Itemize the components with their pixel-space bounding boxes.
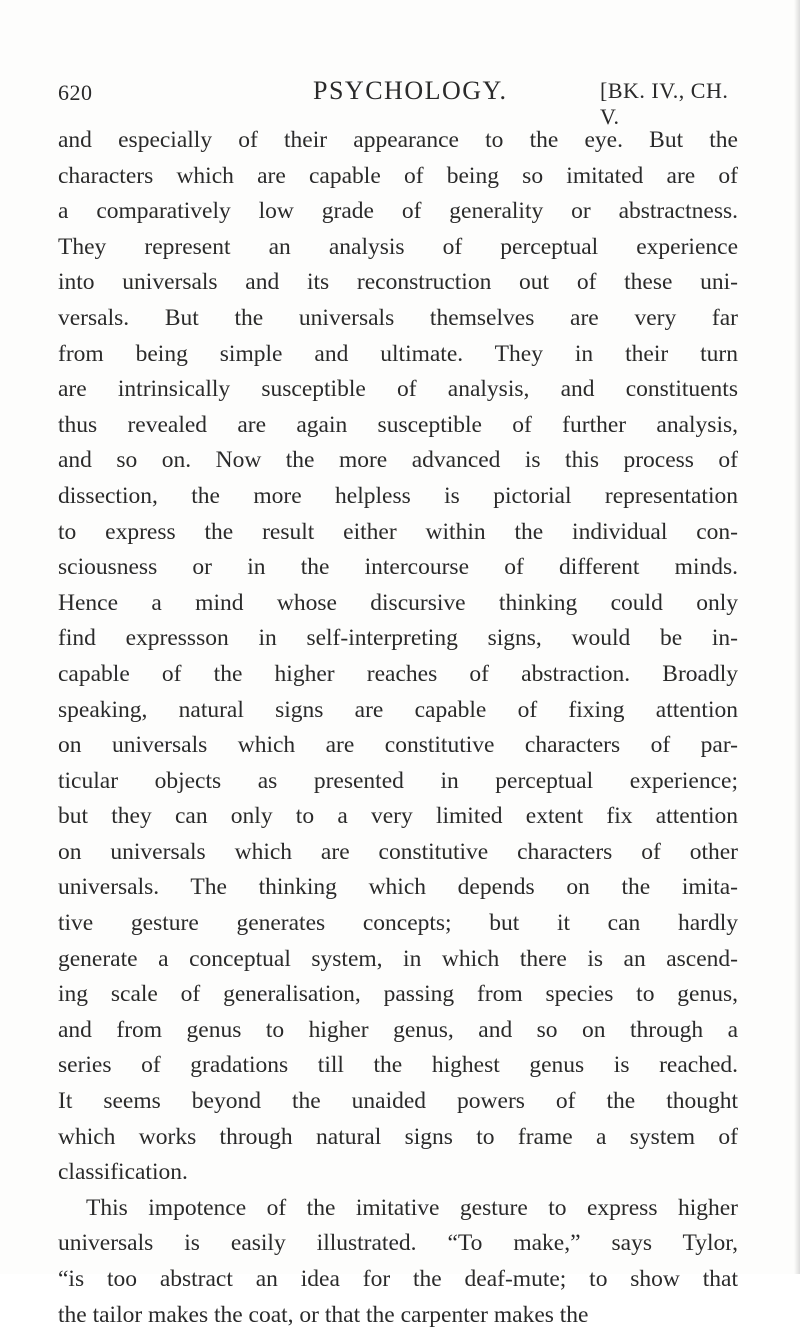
text-line: classification. <box>58 1159 188 1186</box>
text-line: dissection, the more helpless is pictorial representation <box>58 482 738 509</box>
text-line: into universals and its reconstruction out of these uni- <box>58 269 738 296</box>
page-header <box>58 70 738 129</box>
text-line: on universals which are constitutive characters of par- <box>58 732 738 759</box>
text-line: find expressson in self-interpreting signs, would be in- <box>58 625 738 652</box>
text-line: series of gradations till the highest genus is reached. <box>58 1052 738 1079</box>
text-line: They represent an analysis of perceptual experience <box>58 233 738 260</box>
text-line: which works through natural signs to frame a system of <box>58 1123 738 1150</box>
text-line: on universals which are constitutive characters of other <box>58 838 738 865</box>
text-line: versals. But the universals themselves are very far <box>58 304 738 331</box>
text-line: but they can only to a very limited extent fix attention <box>58 803 738 830</box>
text-line: “is too abstract an idea for the deaf-mute; to show that <box>58 1266 738 1292</box>
text-line: a comparatively low grade of generality or abstractness. <box>58 198 738 225</box>
text-line: are intrinsically susceptible of analysis, and constituents <box>58 376 738 403</box>
page-number: 620 <box>58 80 93 105</box>
text-line: This impotence of the imitative gesture to express higher <box>86 1194 738 1221</box>
text-line: universals. The thinking which depends on the imita- <box>58 874 738 901</box>
text-line: universals is easily illustrated. “To make,” says Tylor, <box>58 1230 738 1257</box>
text-line: and especially of their appearance to the eye. But the <box>58 127 738 153</box>
text-line: tive gesture generates concepts; but it can hardly <box>58 910 738 937</box>
body-text <box>58 123 738 1333</box>
page-edge-shadow <box>794 0 800 1274</box>
text-line: the tailor makes the coat, or that the carpenter makes the <box>58 1301 589 1328</box>
text-line: sciousness or in the intercourse of different minds. <box>58 554 738 581</box>
text-line: thus revealed are again susceptible of further analysis, <box>58 411 738 438</box>
text-line: generate a conceptual system, in which there is an ascend- <box>58 945 738 972</box>
text-line: ing scale of generalisation, passing from species to genus, <box>58 981 738 1008</box>
text-line: from being simple and ultimate. They in their turn <box>58 340 738 367</box>
text-line: speaking, natural signs are capable of fixing attention <box>58 696 738 723</box>
text-line: ticular objects as presented in perceptual experience; <box>58 767 738 794</box>
running-title: PSYCHOLOGY. <box>313 76 508 105</box>
section-reference: [BK. IV., CH. V. <box>600 78 729 129</box>
text-line: capable of the higher reaches of abstraction. Broadly <box>58 660 738 687</box>
text-line: and so on. Now the more advanced is this process of <box>58 447 738 474</box>
text-line: and from genus to higher genus, and so on through a <box>58 1016 738 1043</box>
text-line: Hence a mind whose discursive thinking could only <box>58 589 738 616</box>
text-line: It seems beyond the unaided powers of the thought <box>58 1088 738 1115</box>
text-line: to express the result either within the individual con- <box>58 518 738 545</box>
text-line: characters which are capable of being so imitated are of <box>58 162 738 189</box>
